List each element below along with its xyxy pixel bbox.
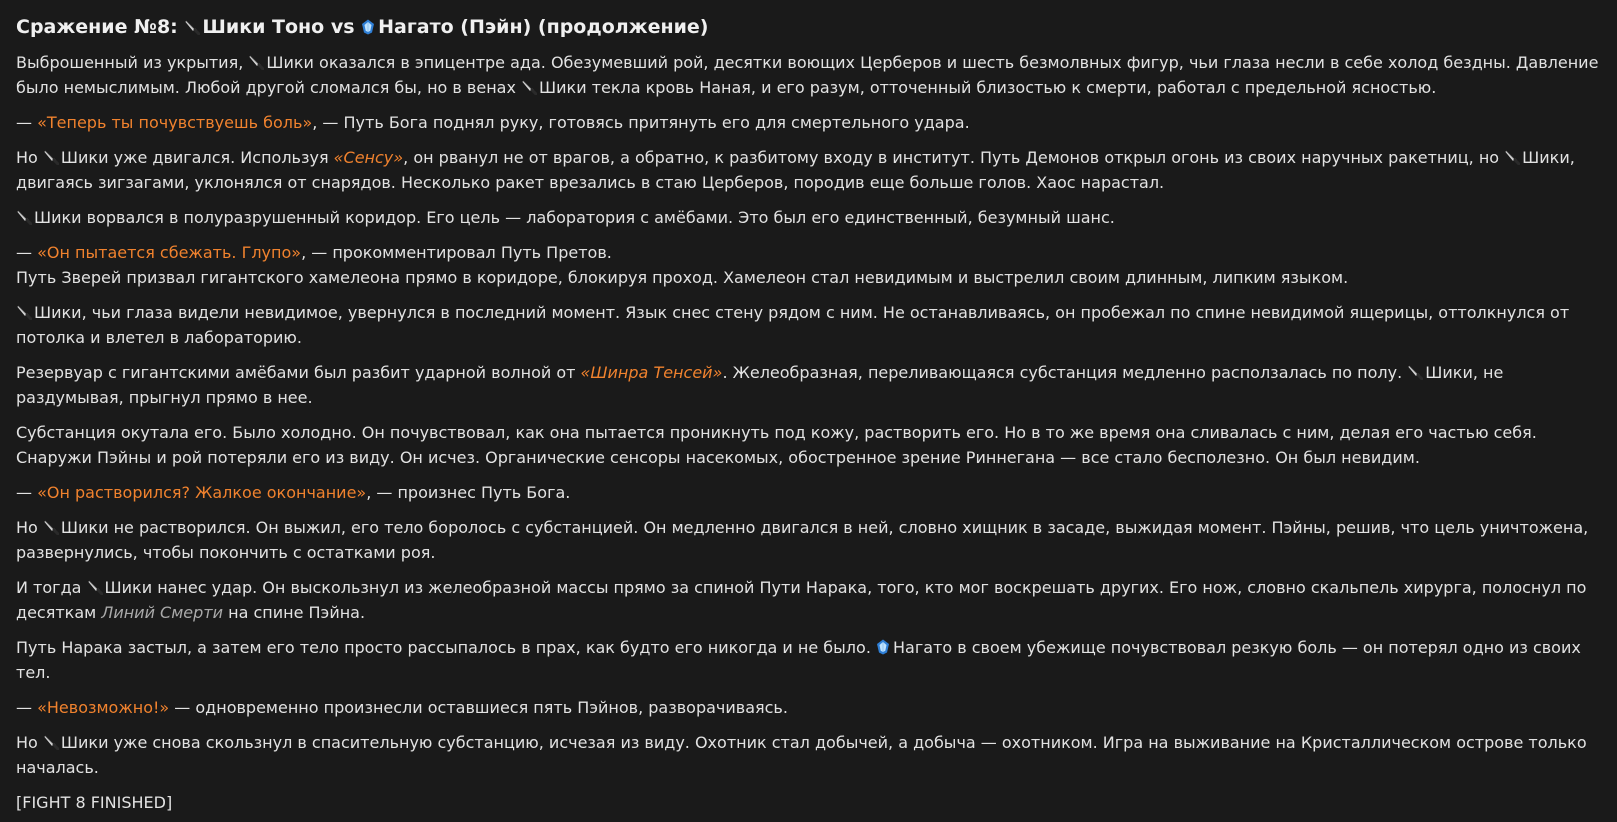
text-run: Шики, чьи глаза видели невидимое, увернулся в последний момент. Язык снес стену рядом с ним. Не останавливаясь, он пробежал по спине невидимой ящерицы, оттолкнулся от потолка и влетел в лабораторию. bbox=[16, 303, 1570, 347]
knife-icon bbox=[43, 149, 59, 165]
text-run: Шики оказался в эпицентре ада. Обезумевший рой, десятки воющих Церберов и шесть безмолвных фигур, чьи глаза несли в себе холод бездны. Давление было немыслимым. Любой другой сломался бы, но в венах bbox=[16, 53, 1599, 97]
text-run: — bbox=[16, 113, 38, 132]
knife-icon bbox=[184, 19, 200, 35]
paragraph-3 bbox=[16, 145, 1601, 195]
paragraph-11 bbox=[16, 515, 1601, 565]
text-run: — bbox=[16, 698, 38, 717]
text-run: Нагато в своем убежище почувствовал резкую боль — он потерял одно из своих тел. bbox=[16, 638, 1581, 682]
text-run: Выброшенный из укрытия, bbox=[16, 53, 249, 72]
text-run: — bbox=[16, 483, 38, 502]
text-run: , — прокомментировал Путь Претов. bbox=[301, 243, 612, 262]
dialogue-quote: «Он пытается сбежать. Глупо» bbox=[37, 243, 302, 262]
knife-icon bbox=[1504, 149, 1520, 165]
title-fighter1: Шики Тоно bbox=[202, 16, 325, 38]
paragraph-12 bbox=[16, 575, 1601, 625]
knife-icon bbox=[16, 304, 32, 320]
text-run: Но bbox=[16, 733, 43, 752]
title-vs: vs bbox=[324, 16, 362, 38]
knife-icon bbox=[87, 579, 103, 595]
text-run: Субстанция окутала его. Было холодно. Он почувствовал, как она пытается проникнуть под кожу, растворить его. Но в то же время она сливалась с ним, делая его частью себя. Снаружи Пэйны и рой потеряли его из виду. Он исчез. Органические сенсоры насекомых, обостренное зрение Риннегана — все стало бесполезно. Он был невидим. bbox=[16, 423, 1537, 467]
text-run: Шики уже двигался. Используя bbox=[60, 148, 334, 167]
knife-icon bbox=[248, 54, 264, 70]
technique-term: «Шинра Тенсей» bbox=[580, 363, 723, 382]
text-run: Шики не растворился. Он выжил, его тело боролось с субстанцией. Он медленно двигался в ней, словно хищник в засаде, выжидая момент. Пэйны, решив, что цель уничтожена, развернулись, чтобы покончить с остатками роя. bbox=[16, 518, 1589, 562]
paragraph-13 bbox=[16, 635, 1601, 685]
text-run: Резервуар с гигантскими амёбами был разбит ударной волной от bbox=[16, 363, 581, 382]
text-run: [FIGHT 8 FINISHED] bbox=[16, 793, 173, 812]
text-run: Шики, двигаясь зигзагами, уклонялся от снарядов. Несколько ракет врезались в стаю Церберов, породив еще больше голов. Хаос нарастал. bbox=[16, 148, 1575, 192]
paragraph-9 bbox=[16, 420, 1601, 470]
text-run: Путь Нарака застыл, а затем его тело просто рассыпалось в прах, как будто его никогда и не было. bbox=[16, 638, 876, 657]
paragraph-4 bbox=[16, 205, 1601, 230]
page-title bbox=[16, 12, 1601, 42]
text-run: Шики нанес удар. Он выскользнул из желеобразной массы прямо за спиной Пути Нарака, того, кто мог воскрешать других. Его нож, словно скальпель хирурга, полоснул по десяткам bbox=[16, 578, 1587, 622]
knife-icon bbox=[521, 79, 537, 95]
text-run: на спине Пэйна. bbox=[223, 603, 366, 622]
text-run: Шики, не раздумывая, прыгнул прямо в нее. bbox=[16, 363, 1504, 407]
knife-icon bbox=[16, 209, 32, 225]
paragraph-5 bbox=[16, 240, 1601, 265]
text-run: И тогда bbox=[16, 578, 87, 597]
death-lines-term: Линий Смерти bbox=[101, 603, 224, 622]
knife-icon bbox=[1407, 364, 1423, 380]
dialogue-quote: «Невозможно!» bbox=[37, 698, 170, 717]
text-run: Шики уже снова скользнул в спасительную субстанцию, исчезая из виду. Охотник стал добычей, а добыча — охотником. Игра на выживание на Кристаллическом острове только началась. bbox=[16, 733, 1587, 777]
text-run: Шики ворвался в полуразрушенный коридор. Его цель — лаборатория с амёбами. Это был его единственный, безумный шанс. bbox=[34, 208, 1115, 227]
text-run: Шики текла кровь Наная, и его разум, отточенный близостью к смерти, работал с предельной ясностью. bbox=[539, 78, 1437, 97]
dialogue-quote: «Теперь ты почувствуешь боль» bbox=[37, 113, 313, 132]
dialogue-quote: «Он растворился? Жалкое окончание» bbox=[37, 483, 367, 502]
blue-crystal-icon bbox=[876, 639, 890, 655]
text-run: , он рванул не от врагов, а обратно, к разбитому входу в институт. Путь Демонов открыл огонь из своих наручных ракетниц, но bbox=[403, 148, 1505, 167]
text-run: , — произнес Путь Бога. bbox=[366, 483, 571, 502]
paragraph-8 bbox=[16, 360, 1601, 410]
title-prefix: Сражение №8: bbox=[16, 16, 185, 38]
knife-icon bbox=[43, 519, 59, 535]
text-run: . Желеобразная, переливающаяся субстанция медленно расползалась по полу. bbox=[722, 363, 1408, 382]
blue-crystal-icon bbox=[361, 19, 375, 35]
text-run: Путь Зверей призвал гигантского хамелеона прямо в коридоре, блокируя проход. Хамелеон стал невидимым и выстрелил своим длинным, липким языком. bbox=[16, 268, 1349, 287]
paragraph-6 bbox=[16, 265, 1601, 290]
text-run: Но bbox=[16, 518, 43, 537]
title-fighter2: Нагато (Пэйн) (продолжение) bbox=[378, 16, 709, 38]
fight-finished-marker bbox=[16, 790, 1601, 815]
paragraph-1 bbox=[16, 50, 1601, 100]
text-run: , — Путь Бога поднял руку, готовясь притянуть его для смертельного удара. bbox=[312, 113, 970, 132]
paragraph-10 bbox=[16, 480, 1601, 505]
text-run: Но bbox=[16, 148, 43, 167]
knife-icon bbox=[43, 734, 59, 750]
text-run: — bbox=[16, 243, 38, 262]
paragraph-14 bbox=[16, 695, 1601, 720]
paragraph-2 bbox=[16, 110, 1601, 135]
technique-term: «Сенсу» bbox=[333, 148, 404, 167]
text-run: — одновременно произнесли оставшиеся пять Пэйнов, разворачиваясь. bbox=[169, 698, 788, 717]
paragraph-15 bbox=[16, 730, 1601, 780]
paragraph-7 bbox=[16, 300, 1601, 350]
